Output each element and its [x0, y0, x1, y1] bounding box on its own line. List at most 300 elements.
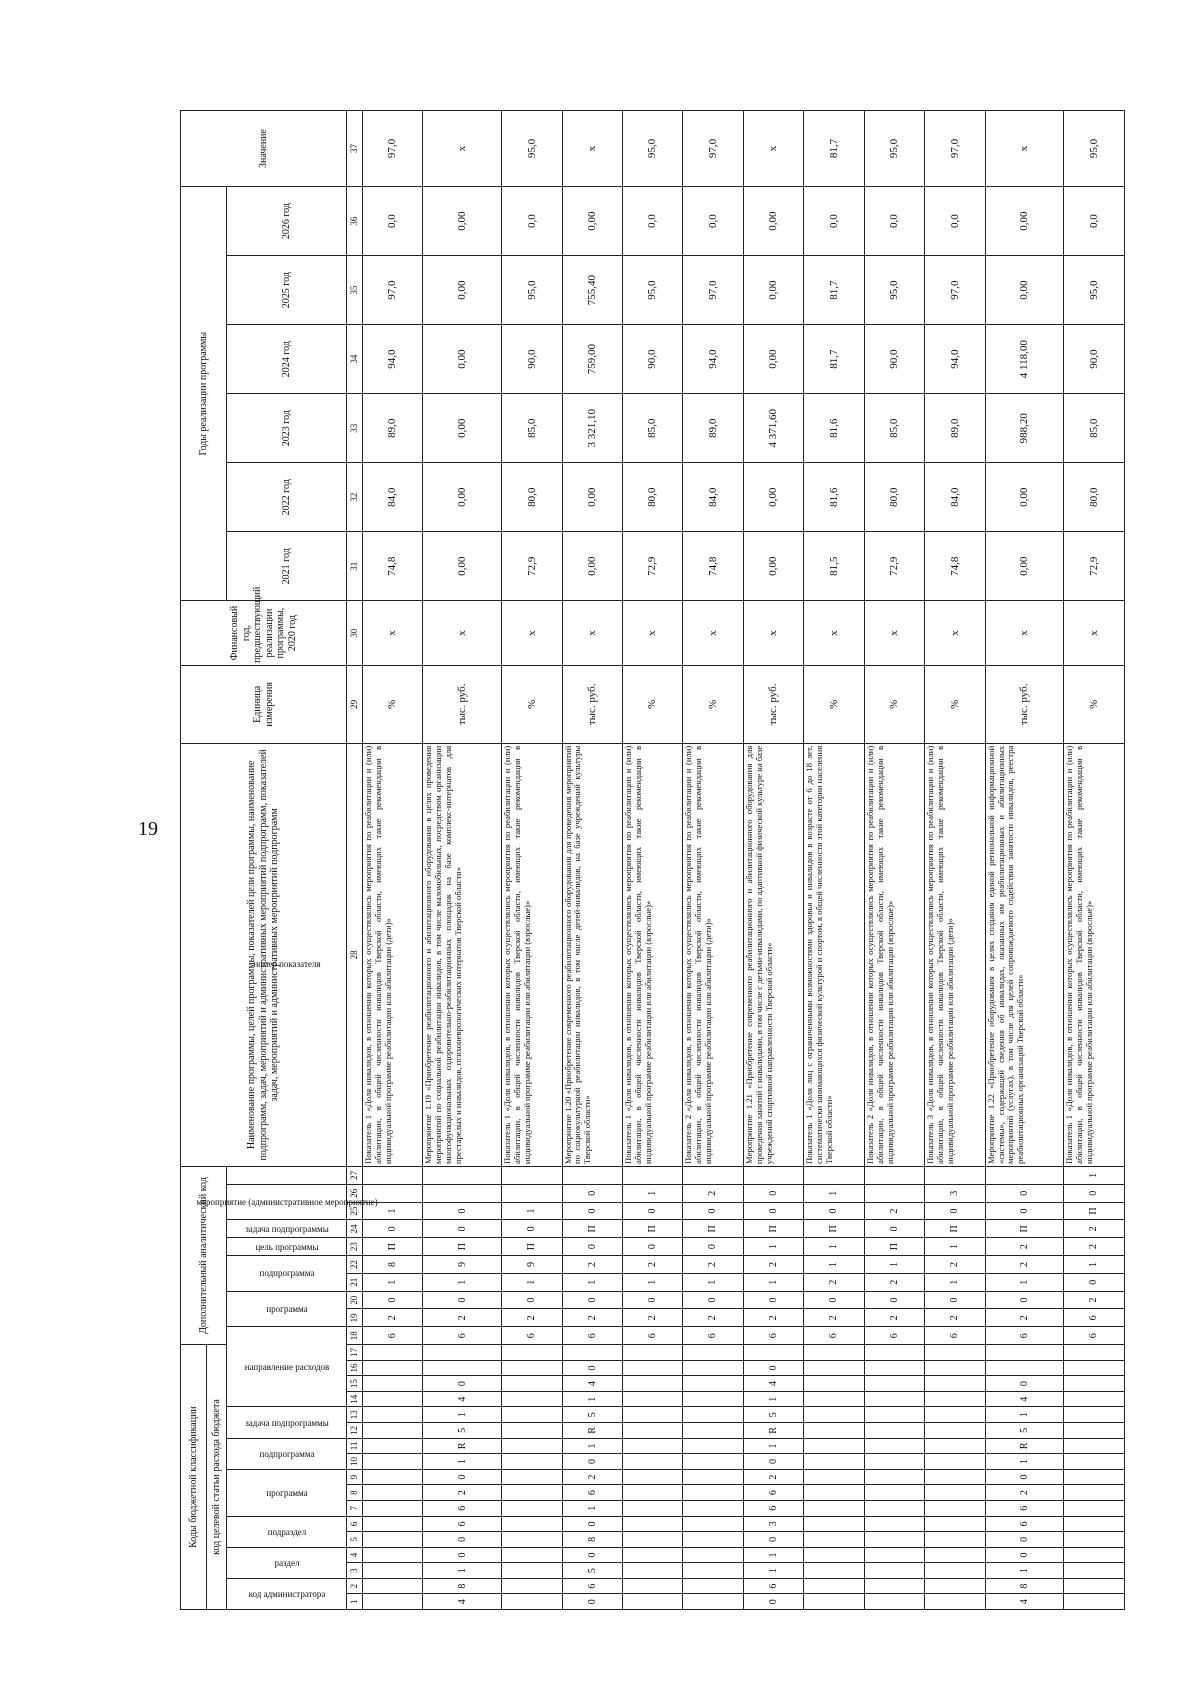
- code-cell: 5: [562, 1407, 622, 1423]
- code-cell: [683, 1563, 743, 1579]
- code-cell: 1: [423, 1563, 502, 1579]
- header-analytic-col: [227, 743, 347, 1184]
- code-cell: 1: [985, 1454, 1064, 1470]
- table-row: [502, 111, 562, 1610]
- code-cell: 2: [423, 1485, 502, 1501]
- header-code-label: раздел: [274, 1557, 299, 1568]
- code-cell: [623, 1391, 683, 1407]
- column-index: 3: [347, 1563, 363, 1579]
- analytic-cell: 8: [363, 1256, 423, 1274]
- row-year-value: 94,0: [683, 325, 743, 394]
- column-index: 12: [347, 1423, 363, 1439]
- row-year-value: 85,0: [623, 394, 683, 463]
- header-code-col: [227, 1407, 347, 1438]
- row-year-value: 0,00: [423, 256, 502, 325]
- code-cell: 6: [423, 1516, 502, 1532]
- code-cell: [804, 1547, 864, 1563]
- page-number: 19: [138, 818, 158, 840]
- code-cell: [804, 1407, 864, 1423]
- analytic-cell: 0: [985, 1184, 1064, 1202]
- analytic-cell: 0: [502, 1291, 562, 1309]
- row-unit: %: [623, 665, 683, 743]
- code-cell: [363, 1438, 423, 1454]
- code-cell: 2: [985, 1485, 1064, 1501]
- analytic-cell: 2: [864, 1273, 924, 1291]
- row-year-value: 81,5: [804, 532, 864, 601]
- code-cell: [804, 1345, 864, 1361]
- code-cell: [623, 1547, 683, 1563]
- code-cell: [502, 1407, 562, 1423]
- code-cell: 0: [423, 1376, 502, 1392]
- code-cell: [502, 1563, 562, 1579]
- analytic-cell: 0: [363, 1220, 423, 1238]
- column-index: 35: [347, 256, 363, 325]
- header-code-label: код администратора: [248, 1588, 325, 1599]
- code-cell: [363, 1391, 423, 1407]
- analytic-cell: 6: [804, 1327, 864, 1345]
- row-name: Мероприятие 1.20 «Приобретение современного реабилитационного оборудования для проведения мероприятий по социокультурной реабилитации инвалидов, в том числе детей-инвалидов, на базе учреждений культуры Тверской области»: [562, 743, 622, 1166]
- analytic-cell: П: [925, 1220, 985, 1238]
- row-year-value: 4 371,60: [743, 394, 803, 463]
- row-year-value: 90,0: [623, 325, 683, 394]
- header-analytic-col: [227, 1220, 347, 1238]
- analytic-cell: [502, 1184, 562, 1202]
- analytic-cell: 0: [623, 1291, 683, 1309]
- row-unit: %: [363, 665, 423, 743]
- code-cell: 4: [423, 1391, 502, 1407]
- code-cell: [683, 1578, 743, 1594]
- code-cell: [502, 1423, 562, 1439]
- row-year-value: 3 321,10: [562, 394, 622, 463]
- row-year-value: 80,0: [623, 463, 683, 532]
- row-year-value: 988,20: [985, 394, 1064, 463]
- code-cell: 0: [562, 1547, 622, 1563]
- analytic-cell: 0: [623, 1238, 683, 1256]
- code-cell: 1: [985, 1563, 1064, 1579]
- analytic-cell: 0: [743, 1202, 803, 1220]
- row-year-value: 0,0: [1064, 187, 1125, 256]
- header-analytic-label: цель программы: [254, 1241, 319, 1252]
- row-unit: %: [502, 665, 562, 743]
- row-final-value: х: [423, 111, 502, 187]
- analytic-cell: 0: [925, 1202, 985, 1220]
- code-cell: [1064, 1407, 1125, 1423]
- code-cell: [1064, 1376, 1125, 1392]
- row-year-value: 0,0: [502, 187, 562, 256]
- code-cell: 8: [562, 1532, 622, 1548]
- analytic-cell: 2: [683, 1256, 743, 1274]
- analytic-cell: [423, 1184, 502, 1202]
- code-cell: [1064, 1500, 1125, 1516]
- row-year-value: 0,00: [562, 463, 622, 532]
- row-year-value: 80,0: [502, 463, 562, 532]
- code-cell: [864, 1391, 924, 1407]
- row-year-value: 84,0: [683, 463, 743, 532]
- analytic-cell: 0: [683, 1202, 743, 1220]
- row-year-value: 0,0: [804, 187, 864, 256]
- analytic-cell: П: [683, 1220, 743, 1238]
- row-year-value: 89,0: [925, 394, 985, 463]
- row-year-value: 85,0: [1064, 394, 1125, 463]
- code-cell: [925, 1360, 985, 1376]
- row-final-value: х: [985, 111, 1064, 187]
- analytic-cell: 6: [363, 1327, 423, 1345]
- column-index: 10: [347, 1454, 363, 1470]
- analytic-cell: 2: [623, 1309, 683, 1327]
- row-base-year: х: [743, 601, 803, 666]
- code-cell: [1064, 1563, 1125, 1579]
- analytic-cell: 2: [623, 1256, 683, 1274]
- column-index: 15: [347, 1376, 363, 1392]
- row-year-value: 0,00: [985, 187, 1064, 256]
- code-cell: 1: [562, 1391, 622, 1407]
- analytic-cell: 2: [423, 1309, 502, 1327]
- row-year-value: 0,0: [925, 187, 985, 256]
- row-base-year: х: [804, 601, 864, 666]
- analytic-cell: 6: [864, 1327, 924, 1345]
- row-year-value: 85,0: [864, 394, 924, 463]
- analytic-cell: 0: [804, 1202, 864, 1220]
- code-cell: [1064, 1532, 1125, 1548]
- code-cell: 4: [985, 1391, 1064, 1407]
- code-cell: [925, 1563, 985, 1579]
- header-code-col: [227, 1578, 347, 1609]
- analytic-cell: 2: [502, 1309, 562, 1327]
- row-year-value: 84,0: [925, 463, 985, 532]
- code-cell: 8: [985, 1578, 1064, 1594]
- analytic-cell: 6: [985, 1327, 1064, 1345]
- row-final-value: 97,0: [683, 111, 743, 187]
- code-cell: [363, 1376, 423, 1392]
- analytic-cell: 3: [925, 1184, 985, 1202]
- row-final-value: 95,0: [623, 111, 683, 187]
- analytic-cell: 0: [623, 1202, 683, 1220]
- header-budget-codes: Коды бюджетной классификации: [181, 1345, 207, 1610]
- code-cell: 1: [562, 1500, 622, 1516]
- row-year-value: 90,0: [864, 325, 924, 394]
- row-year-value: 80,0: [1064, 463, 1125, 532]
- code-cell: 6: [423, 1500, 502, 1516]
- code-cell: [502, 1500, 562, 1516]
- header-analytic-label: номер показателя: [252, 958, 321, 969]
- code-cell: 6: [562, 1578, 622, 1594]
- analytic-cell: 2: [925, 1309, 985, 1327]
- analytic-cell: 0: [502, 1220, 562, 1238]
- analytic-cell: [925, 1166, 985, 1184]
- code-cell: [804, 1516, 864, 1532]
- analytic-cell: 2: [864, 1309, 924, 1327]
- table-row: [925, 111, 985, 1610]
- code-cell: [683, 1516, 743, 1532]
- column-index: 8: [347, 1485, 363, 1501]
- analytic-cell: 0: [423, 1220, 502, 1238]
- header-code-col: [227, 1438, 347, 1469]
- row-year-value: 72,9: [864, 532, 924, 601]
- code-cell: [864, 1469, 924, 1485]
- analytic-cell: 9: [423, 1256, 502, 1274]
- analytic-cell: 0: [1064, 1273, 1125, 1291]
- header-code-label: программа: [265, 1487, 308, 1498]
- row-year-value: 97,0: [925, 256, 985, 325]
- code-cell: [804, 1391, 864, 1407]
- analytic-cell: 1: [623, 1184, 683, 1202]
- program-indicators-table: [180, 110, 1125, 1610]
- analytic-cell: 1: [502, 1202, 562, 1220]
- row-year-value: 0,00: [743, 187, 803, 256]
- code-cell: [1064, 1345, 1125, 1361]
- code-cell: [683, 1391, 743, 1407]
- analytic-cell: 0: [562, 1184, 622, 1202]
- code-cell: [925, 1454, 985, 1470]
- analytic-cell: [985, 1166, 1064, 1184]
- header-code-label: подраздел: [267, 1526, 306, 1537]
- code-cell: 0: [562, 1360, 622, 1376]
- analytic-cell: 1: [985, 1273, 1064, 1291]
- analytic-cell: 0: [562, 1202, 622, 1220]
- row-year-value: 74,8: [683, 532, 743, 601]
- row-final-value: 97,0: [925, 111, 985, 187]
- row-year-value: 72,9: [623, 532, 683, 601]
- row-name: Мероприятие 1.19 «Приобретение реабилитационного и абилитационного оборудования в целях проведения мероприятий по социальной реабилитации инвалидов, в том числе маломобильных, посредством организации многофункциональных оздоровительно-реабилитационных площадок на базе комплекс-интернатов для престарелых и инвалидов, психоневрологических интернатов Тверской области»: [423, 743, 502, 1166]
- analytic-cell: 1: [743, 1273, 803, 1291]
- header-code-col: [227, 1547, 347, 1578]
- code-cell: [623, 1532, 683, 1548]
- analytic-cell: 2: [562, 1256, 622, 1274]
- analytic-cell: 2: [985, 1238, 1064, 1256]
- code-cell: 4: [423, 1594, 502, 1610]
- code-cell: 0: [562, 1594, 622, 1610]
- code-cell: 0: [423, 1547, 502, 1563]
- code-cell: 5: [562, 1563, 622, 1579]
- analytic-cell: [363, 1166, 423, 1184]
- code-cell: [804, 1500, 864, 1516]
- analytic-cell: 9: [502, 1256, 562, 1274]
- analytic-cell: [864, 1166, 924, 1184]
- column-index: 13: [347, 1407, 363, 1423]
- code-cell: 0: [985, 1469, 1064, 1485]
- header-year: 2023 год: [227, 394, 347, 463]
- header-code-col: [227, 1327, 347, 1407]
- analytic-cell: П: [985, 1220, 1064, 1238]
- row-year-value: 81,6: [804, 394, 864, 463]
- row-year-value: 759,00: [562, 325, 622, 394]
- row-year-value: 89,0: [363, 394, 423, 463]
- code-cell: [925, 1516, 985, 1532]
- rotated-table-frame: [180, 110, 1125, 1610]
- code-cell: [864, 1345, 924, 1361]
- header-analytic-code: Дополнительный аналитический код: [181, 1166, 227, 1344]
- analytic-cell: 2: [1064, 1220, 1125, 1238]
- code-cell: 5: [423, 1423, 502, 1439]
- analytic-cell: 1: [864, 1256, 924, 1274]
- analytic-cell: 2: [985, 1309, 1064, 1327]
- header-analytic-label: подпрограмма: [259, 1268, 314, 1279]
- column-index: 11: [347, 1438, 363, 1454]
- row-final-value: х: [743, 111, 803, 187]
- row-year-value: 74,8: [925, 532, 985, 601]
- code-cell: [363, 1516, 423, 1532]
- analytic-cell: 0: [562, 1291, 622, 1309]
- column-index: 7: [347, 1500, 363, 1516]
- analytic-cell: П: [502, 1238, 562, 1256]
- code-cell: [864, 1578, 924, 1594]
- analytic-cell: 1: [423, 1273, 502, 1291]
- code-cell: 2: [562, 1469, 622, 1485]
- analytic-cell: [743, 1166, 803, 1184]
- analytic-cell: 0: [423, 1291, 502, 1309]
- row-name: Показатель 1 «Доля инвалидов, в отношении которых осуществлялись мероприятия по реабилитации и (или) абилитации, в общей численности инвалидов Тверской области, имеющих такие рекомендации в индивидуальной программе реабилитации или абилитации (дети)»: [363, 743, 423, 1166]
- analytic-cell: 1: [1064, 1256, 1125, 1274]
- code-cell: [864, 1438, 924, 1454]
- column-index: 36: [347, 187, 363, 256]
- code-cell: 0: [562, 1516, 622, 1532]
- code-cell: 4: [743, 1376, 803, 1392]
- analytic-cell: 1: [502, 1273, 562, 1291]
- code-cell: 6: [985, 1500, 1064, 1516]
- row-final-value: 95,0: [864, 111, 924, 187]
- code-cell: [623, 1469, 683, 1485]
- code-cell: [1064, 1469, 1125, 1485]
- code-cell: 1: [743, 1438, 803, 1454]
- header-value: Значение: [181, 111, 347, 187]
- row-unit: %: [683, 665, 743, 743]
- code-cell: [502, 1547, 562, 1563]
- code-cell: [804, 1578, 864, 1594]
- analytic-cell: П: [363, 1238, 423, 1256]
- code-cell: [683, 1376, 743, 1392]
- analytic-cell: П: [423, 1238, 502, 1256]
- row-unit: %: [1064, 665, 1125, 743]
- analytic-cell: 1: [562, 1273, 622, 1291]
- row-year-value: 81,6: [804, 463, 864, 532]
- code-cell: 1: [743, 1391, 803, 1407]
- row-year-value: 81,7: [804, 256, 864, 325]
- analytic-cell: [502, 1166, 562, 1184]
- column-index: 24: [347, 1220, 363, 1238]
- code-cell: [363, 1578, 423, 1594]
- code-cell: [864, 1594, 924, 1610]
- code-cell: 1: [562, 1438, 622, 1454]
- row-name: Мероприятие 1.21 «Приобретение современного реабилитационного и абилитационного оборудования для проведения занятий с инвалидами, в том числе с детьми-инвалидами, по адаптивной физической культуре на базе учреждений спортивной направленности Тверской области»: [743, 743, 803, 1166]
- code-cell: [363, 1563, 423, 1579]
- analytic-cell: П: [1064, 1202, 1125, 1220]
- row-year-value: 0,00: [423, 325, 502, 394]
- code-cell: [804, 1376, 864, 1392]
- column-index: 34: [347, 325, 363, 394]
- row-year-value: 97,0: [683, 256, 743, 325]
- code-cell: 1: [743, 1563, 803, 1579]
- row-year-value: 81,7: [804, 325, 864, 394]
- code-cell: [363, 1454, 423, 1470]
- code-cell: [363, 1407, 423, 1423]
- column-index: 27: [347, 1166, 363, 1184]
- code-cell: [683, 1345, 743, 1361]
- row-base-year: х: [683, 601, 743, 666]
- row-year-value: 0,00: [985, 463, 1064, 532]
- code-cell: [363, 1423, 423, 1439]
- analytic-cell: 6: [623, 1327, 683, 1345]
- code-cell: [925, 1438, 985, 1454]
- analytic-cell: [864, 1184, 924, 1202]
- code-cell: 0: [743, 1594, 803, 1610]
- column-index: 29: [347, 665, 363, 743]
- column-index: 25: [347, 1202, 363, 1220]
- row-year-value: 90,0: [1064, 325, 1125, 394]
- analytic-cell: 0: [423, 1202, 502, 1220]
- code-cell: 1: [743, 1547, 803, 1563]
- code-cell: [864, 1563, 924, 1579]
- row-unit: %: [804, 665, 864, 743]
- code-cell: [925, 1469, 985, 1485]
- header-analytic-label: мероприятие (административное мероприятие): [195, 1196, 378, 1207]
- code-cell: [502, 1345, 562, 1361]
- column-index: 30: [347, 601, 363, 666]
- code-cell: 1: [985, 1407, 1064, 1423]
- row-year-value: 0,00: [423, 463, 502, 532]
- row-year-value: 0,0: [623, 187, 683, 256]
- code-cell: [502, 1360, 562, 1376]
- code-cell: [502, 1454, 562, 1470]
- code-cell: [925, 1578, 985, 1594]
- analytic-cell: 1: [363, 1273, 423, 1291]
- code-cell: [502, 1376, 562, 1392]
- row-year-value: 85,0: [502, 394, 562, 463]
- column-index: 32: [347, 463, 363, 532]
- row-name: Показатель 1 «Доля инвалидов, в отношении которых осуществлялись мероприятия по реабилитации и (или) абилитации, в общей численности инвалидов Тверской области, имеющих такие рекомендации в индивидуальной программе реабилитации или абилитации (взрослые)»: [1064, 743, 1125, 1166]
- row-year-value: 94,0: [363, 325, 423, 394]
- code-cell: [623, 1485, 683, 1501]
- row-name: Показатель 1 «Доля лиц с ограниченными возможностями здоровья и инвалидов в возрасте от 6 до 18 лет, систематически занимающихся физической культурой и спортом, в общей численности этой категории населения Тверской области»: [804, 743, 864, 1166]
- code-cell: [925, 1391, 985, 1407]
- analytic-cell: 2: [864, 1202, 924, 1220]
- header-analytic-label: программа: [265, 1303, 308, 1314]
- analytic-cell: П: [864, 1238, 924, 1256]
- row-year-value: 84,0: [363, 463, 423, 532]
- analytic-cell: 1: [683, 1273, 743, 1291]
- code-cell: [864, 1376, 924, 1392]
- row-name: Показатель 2 «Доля инвалидов, в отношении которых осуществлялись мероприятия по реабилитации и (или) абилитации, в общей численности инвалидов Тверской области, имеющих такие рекомендации в индивидуальной программе реабилитации или абилитации (дети)»: [683, 743, 743, 1166]
- code-cell: [925, 1485, 985, 1501]
- row-unit: тыс. руб.: [562, 665, 622, 743]
- code-cell: [623, 1516, 683, 1532]
- code-cell: 1: [423, 1407, 502, 1423]
- row-year-value: 95,0: [502, 256, 562, 325]
- code-cell: [804, 1485, 864, 1501]
- column-index: 17: [347, 1345, 363, 1361]
- column-index: 19: [347, 1309, 363, 1327]
- code-cell: [683, 1500, 743, 1516]
- code-cell: [502, 1532, 562, 1548]
- code-cell: 0: [985, 1532, 1064, 1548]
- code-cell: [623, 1423, 683, 1439]
- row-name: Показатель 3 «Доля инвалидов, в отношении которых осуществлялись мероприятия по реабилитации и (или) абилитации, в общей численности инвалидов Тверской области, имеющих такие рекомендации в индивидуальной программе реабилитации или абилитации (дети)»: [925, 743, 985, 1166]
- analytic-cell: 6: [1064, 1309, 1125, 1327]
- code-cell: [1064, 1423, 1125, 1439]
- row-unit: тыс. руб.: [743, 665, 803, 743]
- row-year-value: 0,0: [864, 187, 924, 256]
- analytic-cell: 2: [363, 1309, 423, 1327]
- row-year-value: 90,0: [502, 325, 562, 394]
- code-cell: [363, 1360, 423, 1376]
- row-year-value: 0,00: [743, 256, 803, 325]
- column-index: 22: [347, 1256, 363, 1274]
- code-cell: [363, 1532, 423, 1548]
- analytic-cell: 0: [743, 1291, 803, 1309]
- code-cell: [1064, 1594, 1125, 1610]
- analytic-cell: 6: [683, 1327, 743, 1345]
- row-unit: тыс. руб.: [985, 665, 1064, 743]
- analytic-cell: 2: [743, 1256, 803, 1274]
